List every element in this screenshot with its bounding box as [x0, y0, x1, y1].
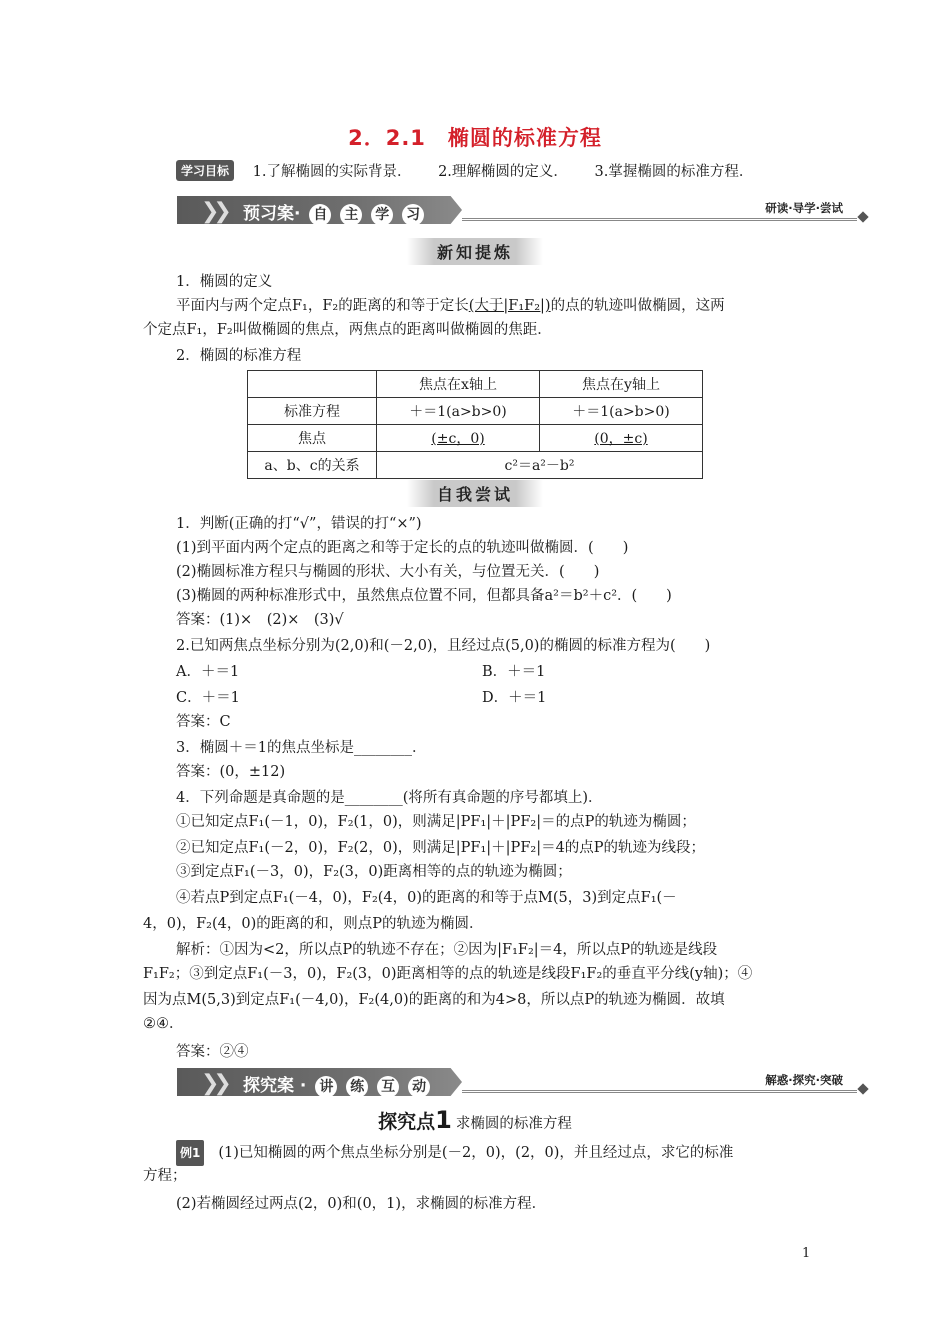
analysis-line: 解析：①因为<2，所以点P的轨迹不存在；②因为|F₁F₂|＝4，所以点P的轨迹是线段: [176, 942, 718, 958]
question-item: ④若点P到定点F₁(－4，0)，F₂(4，0)的距离的和等于点M(5，3)到定点F₁(－: [176, 890, 677, 906]
standard-eq-heading: 2．椭圆的标准方程: [176, 348, 302, 364]
definition-heading: 1．椭圆的定义: [176, 274, 273, 290]
section-heading: [0, 1106, 950, 1134]
table-cell: a、b、c的关系: [248, 452, 377, 479]
answer: 答案：(0，±12): [176, 764, 286, 780]
question-stem: 1．判断(正确的打“√”，错误的打“×”): [176, 516, 422, 532]
table-row: [248, 371, 703, 398]
page-title: 2．2.1 椭圆的标准方程: [348, 126, 602, 150]
section-band-explore: [177, 1068, 867, 1098]
analysis-line: ②④．: [143, 1016, 184, 1032]
subheading-text: 新知提炼: [407, 238, 543, 265]
option: A．＋＝1: [176, 664, 240, 680]
answer: 答案：(1)× (2)× (3)√: [176, 612, 344, 628]
band-pill: 动: [408, 1076, 430, 1098]
band-label-text: 预习案·: [243, 204, 301, 224]
example-line: [176, 1140, 733, 1166]
definition-text: 的点的轨迹叫做椭圆，这两: [550, 298, 725, 314]
band-pill: 主: [340, 204, 362, 226]
table-cell: 焦点在x轴上: [377, 371, 540, 398]
option: C．＋＝1: [176, 690, 240, 706]
question-stem: 3．椭圆＋＝1的焦点坐标是________．: [176, 740, 427, 756]
band-pill: 习: [402, 204, 424, 226]
goal-item: 1.了解椭圆的实际背景．: [252, 164, 412, 180]
example-tag: 例1: [176, 1140, 204, 1166]
section-heading-sub: 求椭圆的标准方程: [455, 1116, 572, 1132]
question-stem: 4．下列命题是真命题的是________(将所有真命题的序号都填上)．: [176, 790, 603, 806]
section-heading-number: 1: [435, 1106, 452, 1134]
table-cell: [248, 371, 377, 398]
option: B．＋＝1: [482, 664, 546, 680]
band-label: [243, 199, 424, 226]
example-line: (2)若椭圆经过两点(2，0)和(0，1)，求椭圆的标准方程．: [176, 1196, 547, 1212]
answer: 答案：C: [176, 714, 231, 730]
band-label-text: 探究案: [243, 1076, 294, 1096]
question-item: ②已知定点F₁(－2，0)，F₂(2，0)，则满足|PF₁|＋|PF₂|＝4的点P的轨迹为线段；: [176, 840, 706, 856]
goal-item: 2.理解椭圆的定义．: [438, 164, 568, 180]
diamond-icon: [857, 1083, 868, 1094]
band-dot-icon: ·: [299, 1076, 307, 1096]
diamond-icon: [857, 211, 868, 222]
table-row: [248, 425, 703, 452]
subheading-self-try: [0, 480, 950, 507]
standard-equation-table: [247, 370, 703, 479]
table-row: [248, 452, 703, 479]
table-row: [248, 398, 703, 425]
table-cell: 焦点: [248, 425, 377, 452]
learning-goals: [176, 160, 876, 181]
question-item: (3)椭圆的两种标准形式中，虽然焦点位置不同，但都具备a²＝b²＋c²．( ): [176, 588, 672, 604]
band-rule: [462, 1090, 857, 1093]
question-item: ①已知定点F₁(－1，0)，F₂(1，0)，则满足|PF₁|＋|PF₂|＝的点P的轨迹为椭圆；: [176, 814, 696, 830]
page-number: 1: [802, 1246, 811, 1261]
table-cell: c²＝a²－b²: [377, 452, 703, 479]
band-pill: 互: [377, 1076, 399, 1098]
goals-tag: 学习目标: [176, 160, 234, 181]
analysis-line: F₁F₂；③到定点F₁(－3，0)，F₂(3，0)距离相等的点的轨迹是线段F₁F₂的垂直平分线(y轴)；④: [143, 966, 753, 982]
question-item: 4，0)，F₂(4，0)的距离的和，则点P的轨迹为椭圆．: [143, 916, 484, 932]
band-pill: 自: [309, 204, 331, 226]
definition-underlined: (大于|F₁F₂|): [468, 298, 551, 314]
chevron-icon: ❯❯: [201, 1071, 226, 1096]
table-cell: 标准方程: [248, 398, 377, 425]
band-pill: 讲: [315, 1076, 337, 1098]
table-cell: (0，±c): [540, 425, 703, 452]
example-line: 方程；: [143, 1168, 187, 1184]
option: D．＋＝1: [482, 690, 547, 706]
chevron-icon: ❯❯: [201, 199, 226, 224]
question-item: (1)到平面内两个定点的距离之和等于定长的点的轨迹叫做椭圆．( ): [176, 540, 629, 556]
question-item: ③到定点F₁(－3，0)，F₂(3，0)距离相等的点的轨迹为椭圆；: [176, 864, 572, 880]
band-right-text: 解惑·探究·突破: [765, 1073, 843, 1087]
question-stem: 2.已知两焦点坐标分别为(2,0)和(－2,0)，且经过点(5,0)的椭圆的标准方程为( ): [176, 638, 711, 654]
analysis-line: 因为点M(5,3)到定点F₁(－4,0)，F₂(4,0)的距离的和为4>8，所以点P的轨迹为椭圆．故填: [143, 992, 725, 1008]
table-cell: ＋＝1(a>b>0): [377, 398, 540, 425]
band-label: [243, 1071, 430, 1098]
definition-line: [176, 294, 725, 318]
table-cell: 焦点在y轴上: [540, 371, 703, 398]
example-text: (1)已知椭圆的两个焦点坐标分别是(－2，0)，(2，0)，并且经过点，求它的标准: [218, 1145, 734, 1161]
table-cell: (±c，0): [377, 425, 540, 452]
subheading-text: 自我尝试: [407, 480, 543, 507]
definition-text: 平面内与两个定点F₁，F₂的距离的和等于定长: [176, 298, 469, 314]
band-pill: 练: [346, 1076, 368, 1098]
question-item: (2)椭圆标准方程只与椭圆的形状、大小有关，与位置无关．( ): [176, 564, 600, 580]
band-right-text: 研读·导学·尝试: [765, 201, 843, 215]
answer: 答案：②④: [176, 1044, 249, 1060]
goal-item: 3.掌握椭圆的标准方程．: [594, 164, 754, 180]
table-cell: ＋＝1(a>b>0): [540, 398, 703, 425]
subheading-new-knowledge: [0, 238, 950, 265]
section-heading-main: 探究点: [378, 1111, 436, 1133]
band-pill: 学: [371, 204, 393, 226]
definition-line: 个定点F₁，F₂叫做椭圆的焦点，两焦点的距离叫做椭圆的焦距．: [143, 322, 552, 338]
band-rule: [462, 218, 857, 221]
section-band-preview: [177, 196, 867, 226]
